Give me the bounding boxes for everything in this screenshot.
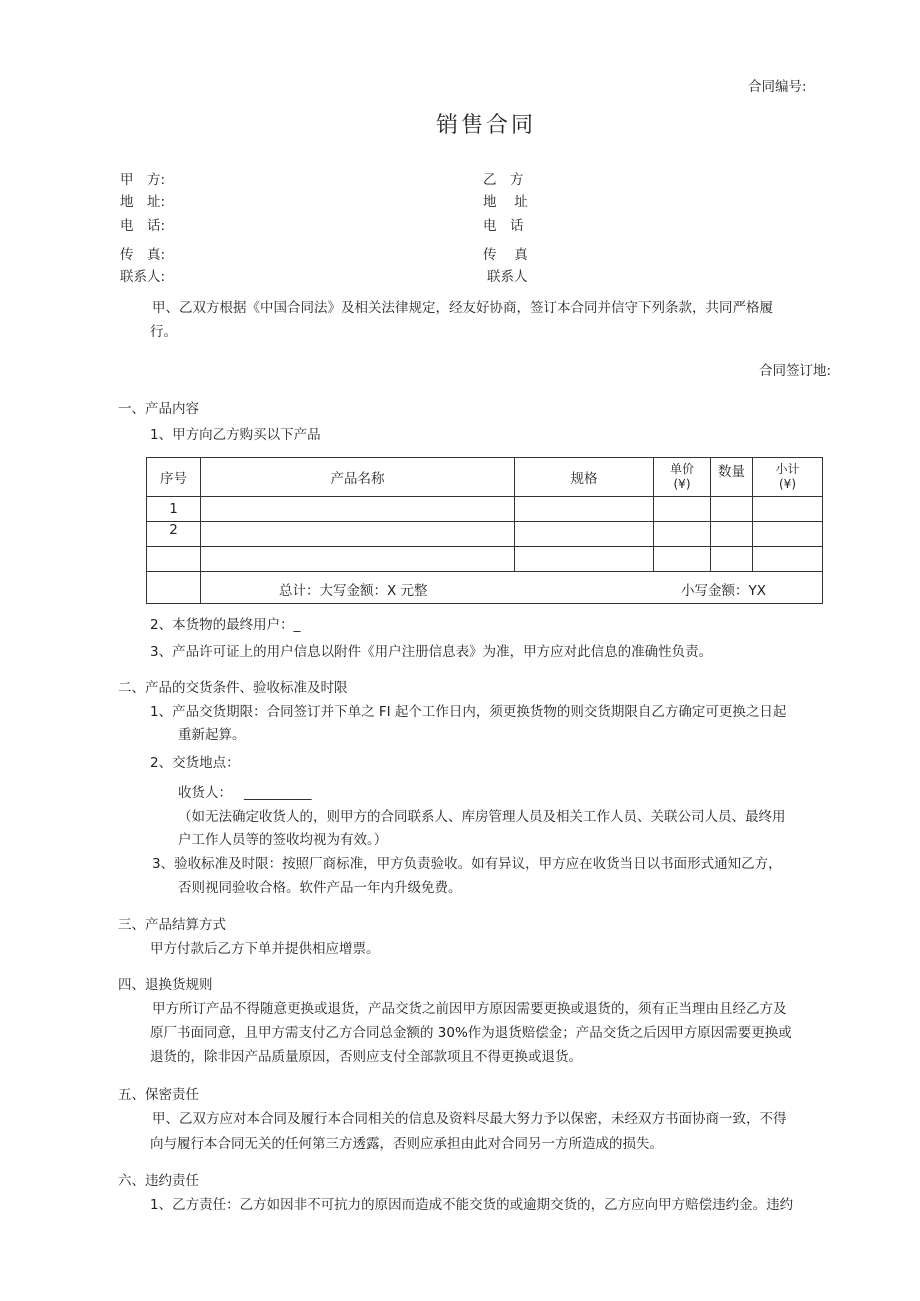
phone-a-label: 电 话: <box>120 218 166 234</box>
section-6-line-1: 1、乙方责任：乙方如因非不可抗力的原因而造成不能交货的或逾期交货的，乙方应向甲方赔偿违约金。违约 <box>150 1197 794 1213</box>
col-subtotal-header <box>753 458 823 497</box>
receiver-label: 收货人： <box>178 785 232 801</box>
total-amount-lower: 小写金额：YX <box>681 583 766 599</box>
receiver-note-line-2: 户工作人员等的签收均视为有效。） <box>178 832 388 848</box>
table-row <box>147 497 823 522</box>
row-seq: 1 <box>147 497 201 522</box>
section-2-item-3-line-2: 否则视同验收合格。软件产品一年内升级免费。 <box>178 880 462 896</box>
section-1-heading: 一、产品内容 <box>118 401 199 417</box>
intro-line-1: 甲、乙双方根据《中国合同法》及相关法律规定，经友好协商，签订本合同并信守下列条款，共同严格履 <box>152 300 773 316</box>
row-qty-cell <box>711 497 753 522</box>
section-3-body: 甲方付款后乙方下单并提供相应增票。 <box>150 941 380 957</box>
col-price-header <box>654 458 711 497</box>
section-4-line-2: 原厂书面同意，且甲方需支付乙方合同总金额的 30%作为退货赔偿金；产品交货之后因甲方原因需要更换或 <box>150 1025 792 1041</box>
party-a-label: 甲 方: <box>120 172 166 188</box>
section-2-item-3-line-1: 3、验收标准及时限：按照厂商标准，甲方负责验收。如有异议，甲方应在收货当日以书面形式通知乙方， <box>152 856 782 872</box>
contract-number-label: 合同编号: <box>748 79 807 95</box>
subtotal-label: 小计 <box>775 462 800 476</box>
receiver-blank: __________ <box>244 785 312 801</box>
row-subtotal-cell <box>753 547 823 572</box>
total-seq-cell <box>147 572 201 604</box>
contact-a-label: 联系人: <box>120 269 166 285</box>
row-seq: 2 <box>147 522 201 547</box>
section-6-heading: 六、违约责任 <box>118 1173 199 1189</box>
table-header-row <box>147 458 823 497</box>
party-b-label: 乙 方 <box>483 172 524 188</box>
row-spec-cell <box>515 522 654 547</box>
fax-a-label: 传 真: <box>120 247 166 263</box>
fax-b-label: 传 真 <box>483 247 528 263</box>
section-2-item-1-line-1: 1、产品交货期限：合同签订并下单之 FI 起个工作日内，须更换货物的则交货期限自乙方确定可更换之日起 <box>150 704 787 720</box>
col-name-header: 产品名称 <box>201 458 515 497</box>
col-spec-header: 规格 <box>515 458 654 497</box>
section-1-item-2: 2、本货物的最终用户：_ <box>150 617 301 633</box>
section-2-item-1-line-2: 重新起算。 <box>178 727 246 743</box>
table-row <box>147 547 823 572</box>
section-5-heading: 五、保密责任 <box>118 1087 199 1103</box>
section-4-line-1: 甲方所订产品不得随意更换或退货，产品交货之前因甲方原因需要更换或退货的，须有正当理由且经乙方及 <box>152 1001 787 1017</box>
section-4-line-3: 退货的，除非因产品质量原因，否则应支付全部款项且不得更换或退货。 <box>150 1049 582 1065</box>
section-3-heading: 三、产品结算方式 <box>118 917 226 933</box>
sign-place-label: 合同签订地: <box>759 363 832 379</box>
row-price-cell <box>654 497 711 522</box>
row-name-cell <box>201 522 515 547</box>
intro-line-2: 行。 <box>150 324 177 340</box>
section-2-heading: 二、产品的交货条件、验收标准及时限 <box>118 680 348 696</box>
price-unit: (¥) <box>673 477 691 491</box>
section-4-heading: 四、退换货规则 <box>118 977 213 993</box>
row-qty-cell <box>711 522 753 547</box>
section-2-item-2: 2、交货地点： <box>150 755 240 771</box>
col-seq-header: 序号 <box>147 458 201 497</box>
section-5-line-1: 甲、乙双方应对本合同及履行本合同相关的信息及资料尽最大努力予以保密，未经双方书面协商一致，不得 <box>152 1111 787 1127</box>
row-spec-cell <box>515 497 654 522</box>
table-row <box>147 522 823 547</box>
row-price-cell <box>654 522 711 547</box>
row-subtotal-cell <box>753 522 823 547</box>
section-5-line-2: 向与履行本合同无关的任何第三方透露，否则应承担由此对合同另一方所造成的损失。 <box>150 1136 663 1152</box>
total-amount-upper: 总计：大写金额：X 元整 <box>279 583 428 599</box>
section-1-item-3: 3、产品许可证上的用户信息以附件《用户注册信息表》为准，甲方应对此信息的准确性负责。 <box>150 644 713 660</box>
row-seq <box>147 547 201 572</box>
page-title: 销售合同 <box>436 113 537 138</box>
table-total-row <box>147 572 823 604</box>
row-name-cell <box>201 497 515 522</box>
product-table <box>146 457 823 604</box>
row-price-cell <box>654 547 711 572</box>
total-cell <box>201 572 823 604</box>
address-b-label: 地 址 <box>483 194 528 210</box>
phone-b-label: 电 话 <box>483 218 524 234</box>
address-a-label: 地 址: <box>120 194 166 210</box>
row-subtotal-cell <box>753 497 823 522</box>
row-qty-cell <box>711 547 753 572</box>
section-1-item-1: 1、甲方向乙方购买以下产品 <box>150 427 321 443</box>
subtotal-unit: (¥) <box>779 477 796 491</box>
price-label: 单价 <box>669 462 694 476</box>
row-spec-cell <box>515 547 654 572</box>
receiver-note-line-1: （如无法确定收货人的，则甲方的合同联系人、库房管理人员及相关工作人员、关联公司人员、最终用 <box>178 809 786 825</box>
row-name-cell <box>201 547 515 572</box>
contact-b-label: 联系人 <box>487 269 528 285</box>
col-qty-header: 数量 <box>711 458 753 497</box>
